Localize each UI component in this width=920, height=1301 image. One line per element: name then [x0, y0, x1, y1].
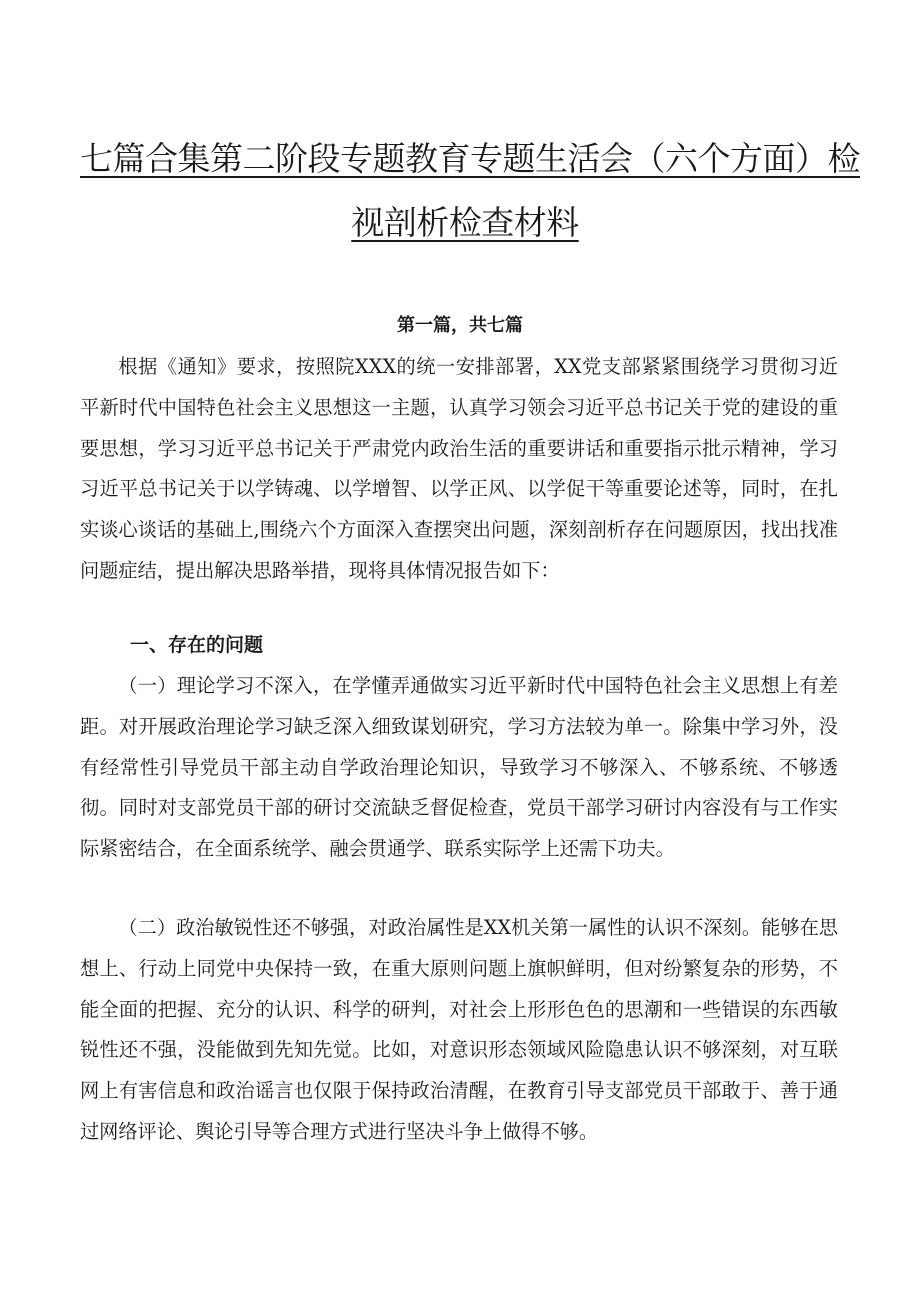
title-line-2: 视剖析检查材料	[351, 203, 579, 242]
intro-paragraph: 根据《通知》要求，按照院XXX的统一安排部署，XX党支部紧紧围绕学习贯彻习近平新时代中国特色社会主义思想这一主题，认真学习领会习近平总书记关于党的建设的重要思想，学习习近平总书记关于严肃党内政治生活的重要讲话和重要指示批示精神，学习习近平总书记关于以学铸魂、以学增智、以学正风、以学促干等重要论述等，同时，在扎实谈心谈话的基础上,围绕六个方面深入查摆突出问题，深刻剖析存在问题原因，找出找准问题症结，提出解决思路举措，现将具体情况报告如下：	[80, 355, 838, 582]
section-heading-problems: 一、存在的问题	[130, 634, 264, 656]
problem-item-1-paragraph: （一）理论学习不深入，在学懂弄通做实习近平新时代中国特色社会主义思想上有差距。对开展政治理论学习缺乏深入细致谋划研究，学习方法较为单一。除集中学习外，没有经常性引导党员干部主动自学政治理论知识，导致学习不够深入、不够系统、不够透彻。同时对支部党员干部的研讨交流缺乏督促检查，党员干部学习研讨内容没有与工作实际紧密结合，在全面系统学、融会贯通学、联系实际学上还需下功夫。	[80, 674, 838, 861]
part-subheading: 第一篇，共七篇	[397, 315, 523, 336]
problem-item-2-paragraph: （二）政治敏锐性还不够强，对政治属性是XX机关第一属性的认识不深刻。能够在思想上、行动上同党中央保持一致，在重大原则问题上旗帜鲜明，但对纷繁复杂的形势，不能全面的把握、充分的认识、科学的研判，对社会上形形色色的思潮和一些错误的东西敏锐性还不强，没能做到先知先觉。比如，对意识形态领域风险隐患认识不够深刻，对互联网上有害信息和政治谣言也仅限于保持政治清醒，在教育引导支部党员干部敢于、善于通过网络评论、舆论引导等合理方式进行坚决斗争上做得不够。	[80, 916, 838, 1143]
document-title	[80, 128, 860, 254]
title-line-1: 七篇合集第二阶段专题教育专题生活会（六个方面）检	[80, 139, 860, 178]
